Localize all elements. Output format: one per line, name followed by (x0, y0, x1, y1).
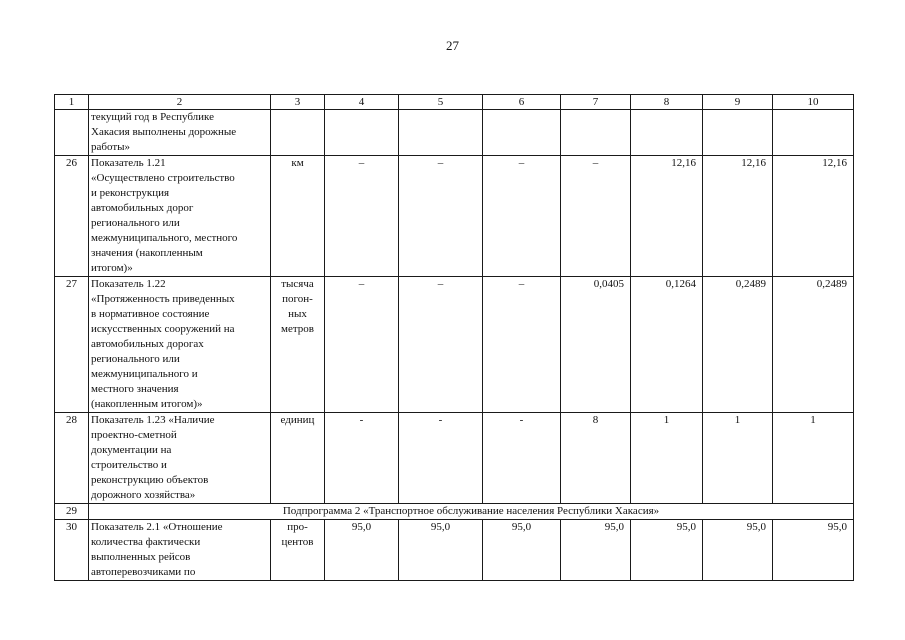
value-cell: 95,0 (325, 520, 399, 581)
row-number: 30 (55, 520, 89, 581)
value-cell: 95,0 (561, 520, 631, 581)
row-number: 29 (55, 504, 89, 520)
indicator-name: текущий год в Республике Хакасия выполнены дорожные работы» (89, 110, 271, 156)
column-header: 4 (325, 95, 399, 110)
value-cell (703, 110, 773, 156)
value-cell (483, 110, 561, 156)
value-cell: 1 (773, 413, 854, 504)
table-row (55, 504, 854, 520)
value-cell: 12,16 (703, 156, 773, 277)
indicator-name: Показатель 1.21 «Осуществлено строительство и реконструкция автомобильных дорог регионального или межмуниципального, местного значения (накопленным итогом)» (89, 156, 271, 277)
indicator-name: Показатель 1.23 «Наличие проектно-сметной документации на строительство и реконструкцию объектов дорожного хозяйства» (89, 413, 271, 504)
column-header: 6 (483, 95, 561, 110)
subprogram-title: Подпрограмма 2 «Транспортное обслуживание населения Республики Хакасия» (89, 504, 854, 520)
value-cell: 95,0 (703, 520, 773, 581)
table-row (55, 156, 854, 277)
indicator-name: Показатель 2.1 «Отношение количества фактически выполненных рейсов автоперевозчиками по (89, 520, 271, 581)
column-header: 1 (55, 95, 89, 110)
table-row (55, 277, 854, 413)
column-header: 10 (773, 95, 854, 110)
value-cell: – (483, 156, 561, 277)
column-header: 2 (89, 95, 271, 110)
value-cell: – (561, 156, 631, 277)
value-cell (631, 110, 703, 156)
value-cell (325, 110, 399, 156)
value-cell: 95,0 (631, 520, 703, 581)
value-cell: – (399, 277, 483, 413)
value-cell (561, 110, 631, 156)
value-cell: – (325, 156, 399, 277)
value-cell: - (325, 413, 399, 504)
value-cell: 95,0 (483, 520, 561, 581)
unit-cell: км (271, 156, 325, 277)
value-cell: 0,1264 (631, 277, 703, 413)
row-number (55, 110, 89, 156)
value-cell: – (483, 277, 561, 413)
indicators-table (54, 94, 854, 581)
column-header: 8 (631, 95, 703, 110)
value-cell: – (399, 156, 483, 277)
value-cell: 8 (561, 413, 631, 504)
value-cell: 12,16 (631, 156, 703, 277)
table-header-row (55, 95, 854, 110)
unit-cell: единиц (271, 413, 325, 504)
page-number: 27 (446, 38, 459, 53)
value-cell: 0,2489 (703, 277, 773, 413)
value-cell: 12,16 (773, 156, 854, 277)
value-cell: - (483, 413, 561, 504)
value-cell (773, 110, 854, 156)
unit-cell: тысяча погон- ных метров (271, 277, 325, 413)
row-number: 28 (55, 413, 89, 504)
column-header: 7 (561, 95, 631, 110)
value-cell: 1 (631, 413, 703, 504)
row-number: 26 (55, 156, 89, 277)
column-header: 3 (271, 95, 325, 110)
value-cell: 95,0 (399, 520, 483, 581)
value-cell: 0,0405 (561, 277, 631, 413)
table-row (55, 520, 854, 581)
indicator-name: Показатель 1.22 «Протяженность приведенных в нормативное состояние искусственных сооружений на автомобильных дорогах регионального или межмуниципального и местного значения (накопленным итогом)» (89, 277, 271, 413)
value-cell: 1 (703, 413, 773, 504)
table-row (55, 413, 854, 504)
unit-cell: про- центов (271, 520, 325, 581)
value-cell: 95,0 (773, 520, 854, 581)
value-cell: – (325, 277, 399, 413)
column-header: 5 (399, 95, 483, 110)
table-row (55, 110, 854, 156)
value-cell: 0,2489 (773, 277, 854, 413)
value-cell: - (399, 413, 483, 504)
column-header: 9 (703, 95, 773, 110)
row-number: 27 (55, 277, 89, 413)
value-cell (399, 110, 483, 156)
unit-cell (271, 110, 325, 156)
